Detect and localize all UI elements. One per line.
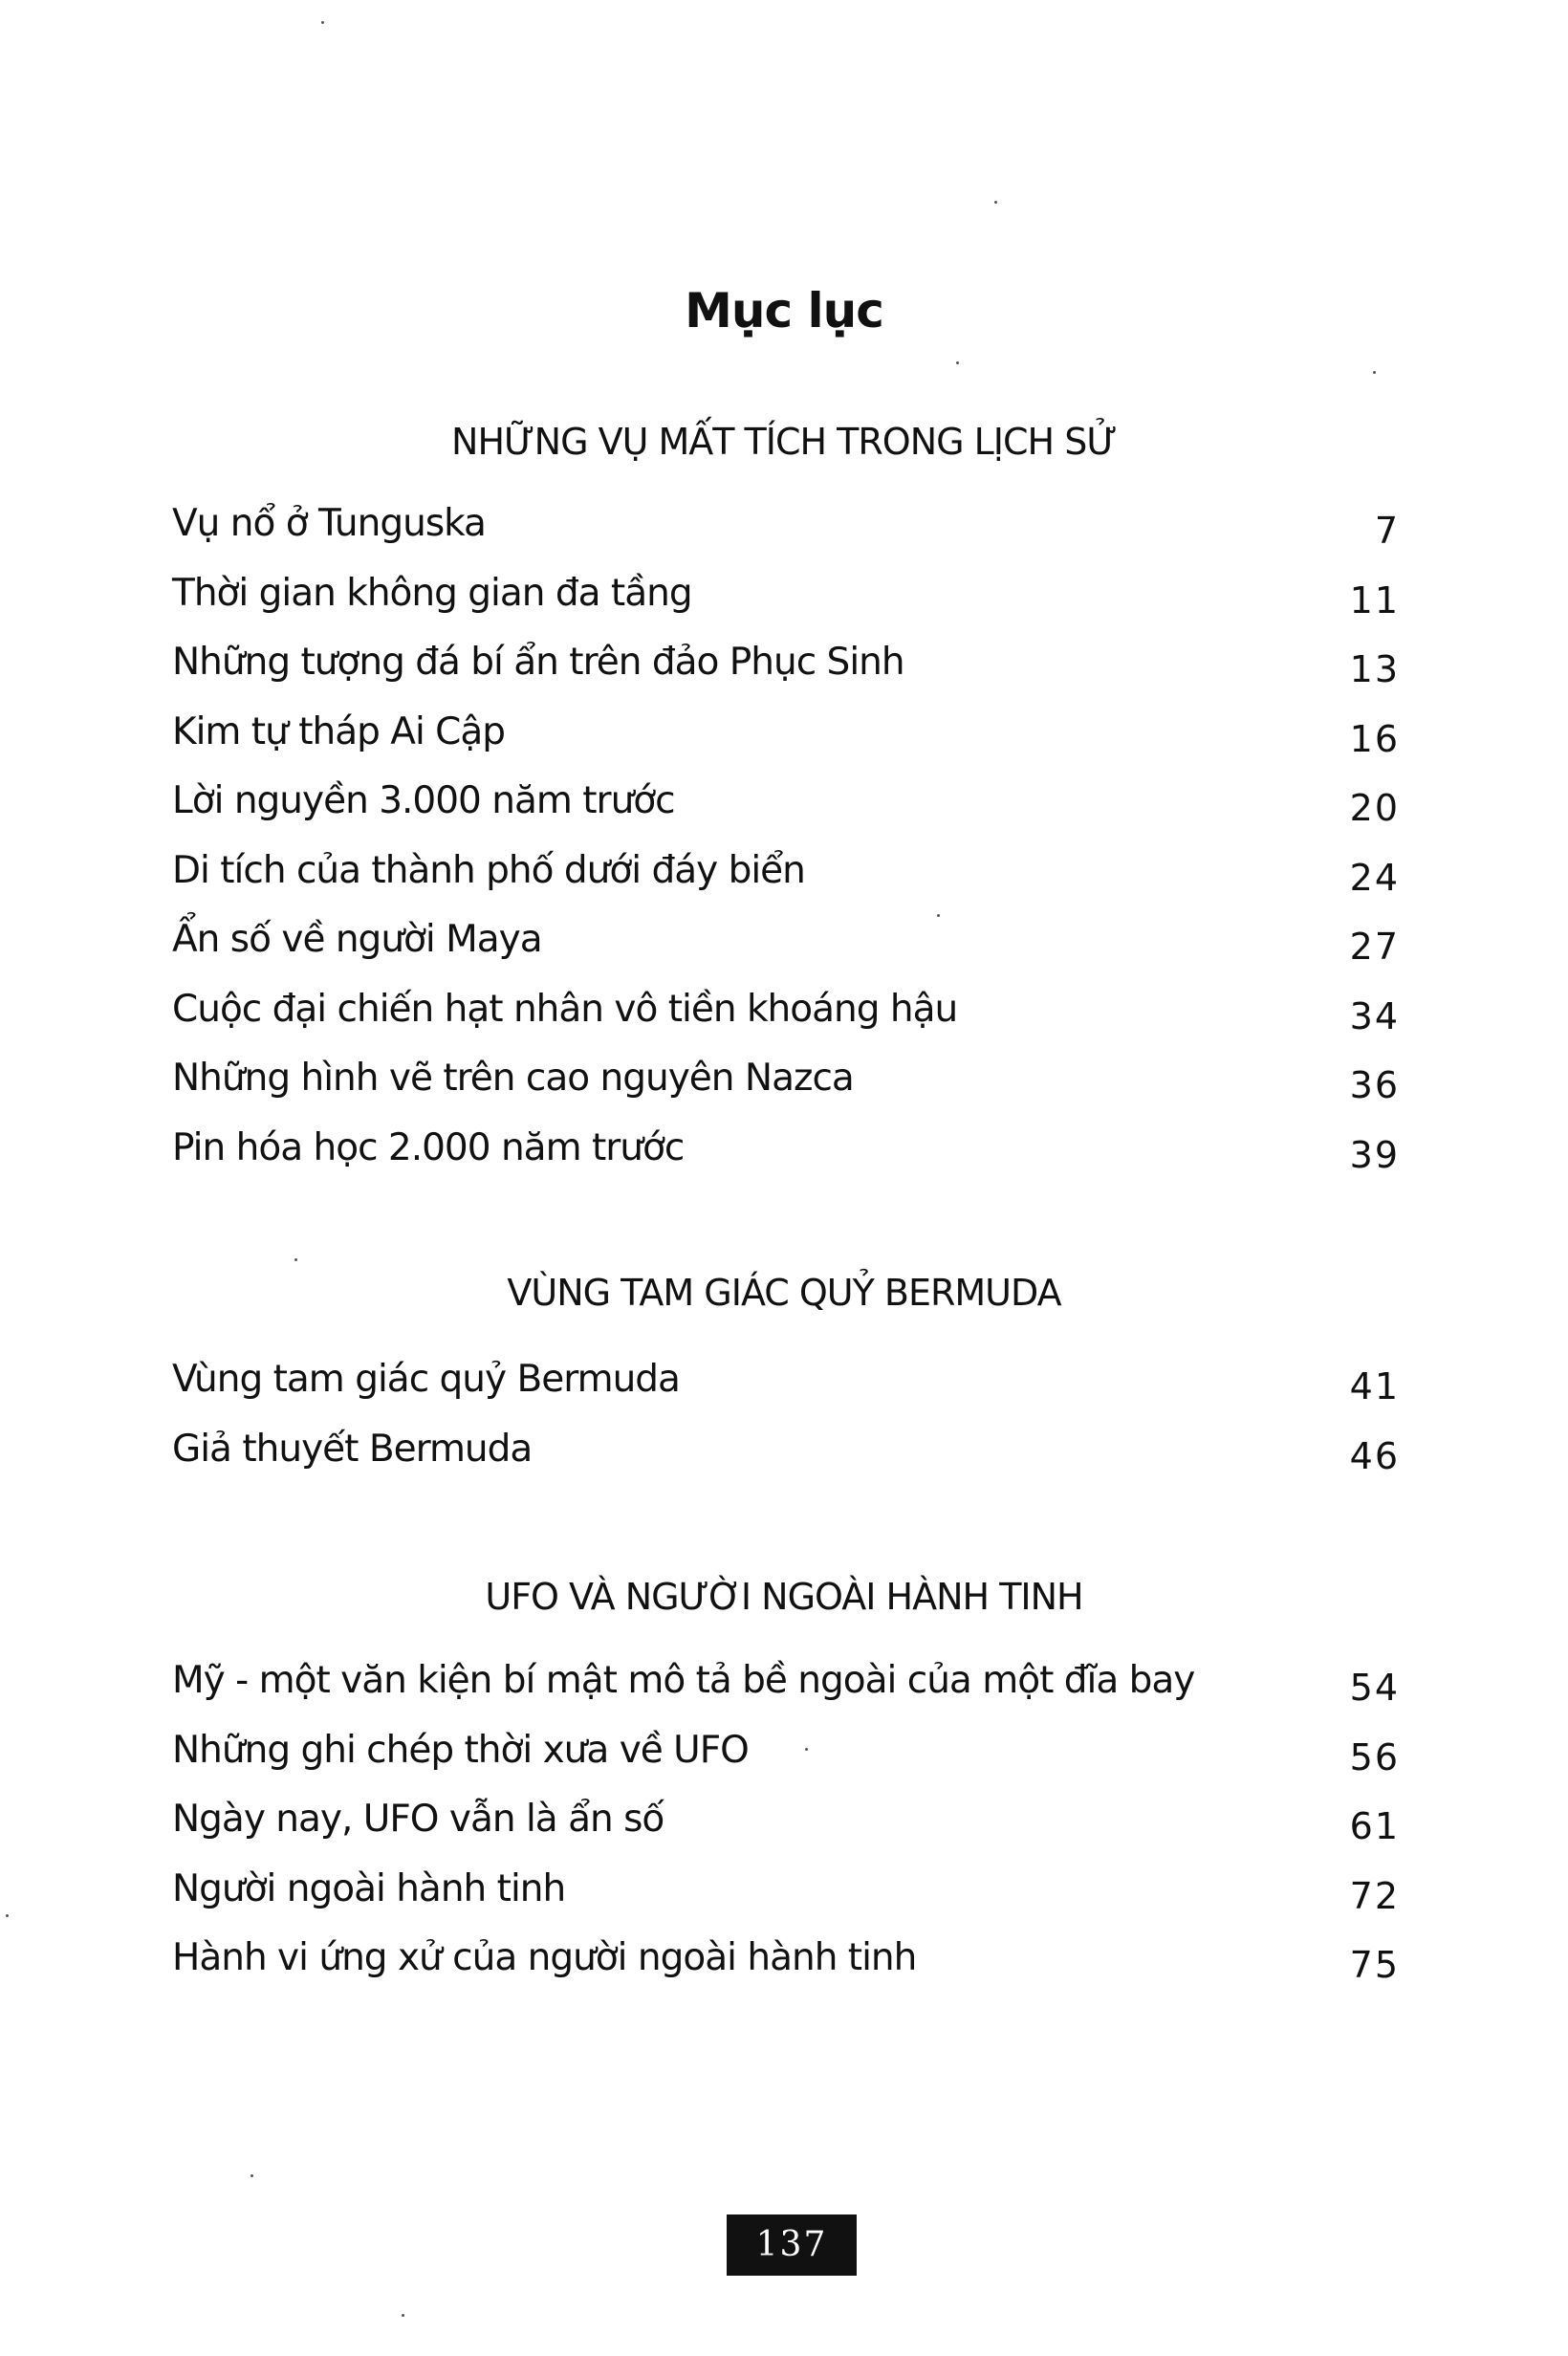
toc-entry <box>172 1126 1415 1196</box>
toc-list-section-1 <box>172 502 1415 1195</box>
toc-entry-title: Vùng tam giác quỷ Bermuda <box>172 1358 680 1401</box>
toc-entry <box>172 1936 1415 2006</box>
toc-entry-title: Kim tự tháp Ai Cập <box>172 709 506 753</box>
toc-entry-title: Người ngoài hành tinh <box>172 1866 566 1910</box>
toc-entry-page: 16 <box>1349 717 1400 760</box>
toc-entry <box>172 1867 1415 1937</box>
scan-speck <box>994 201 997 204</box>
toc-entry-page: 36 <box>1349 1064 1400 1106</box>
toc-entry <box>172 710 1415 780</box>
toc-entry <box>172 988 1415 1058</box>
toc-entry-title: Vụ nổ ở Tunguska <box>172 502 486 545</box>
scan-speck <box>937 914 940 917</box>
page-number: 137 <box>727 2214 857 2276</box>
toc-entry-title: Những tượng đá bí ẩn trên đảo Phục Sinh <box>172 641 904 684</box>
page-title: Mục lục <box>685 282 883 338</box>
section-heading-bermuda: VÙNG TAM GIÁC QUỶ BERMUDA <box>507 1272 1061 1314</box>
toc-entry <box>172 779 1415 849</box>
toc-entry <box>172 641 1415 710</box>
toc-entry-page: 54 <box>1349 1667 1400 1709</box>
toc-entry-title: Giả thuyết Bermuda <box>172 1427 533 1471</box>
toc-entry-title: Pin hóa học 2.000 năm trước <box>172 1125 685 1169</box>
toc-entry-page: 34 <box>1349 994 1400 1037</box>
section-heading-lost-mysteries: NHỮNG VỤ MẤT TÍCH TRONG LỊCH SỬ <box>451 421 1117 463</box>
scan-speck <box>956 361 959 364</box>
toc-entry-page: 46 <box>1349 1434 1400 1477</box>
toc-entry <box>172 572 1415 642</box>
toc-entry-page: 72 <box>1349 1874 1400 1917</box>
toc-entry-page: 61 <box>1349 1805 1400 1847</box>
toc-entry-title: Thời gian không gian đa tầng <box>172 571 692 615</box>
toc-entry <box>172 502 1415 572</box>
toc-entry-title: Di tích của thành phố dưới đáy biển <box>172 848 805 892</box>
toc-entry-title: Mỹ - một văn kiện bí mật mô tả bề ngoài của một đĩa bay <box>172 1659 1195 1702</box>
toc-entry-page: 41 <box>1349 1365 1400 1407</box>
toc-entry <box>172 1729 1415 1799</box>
scan-speck <box>294 1258 297 1261</box>
scan-speck <box>250 2174 253 2177</box>
toc-entry-page: 75 <box>1349 1944 1400 1986</box>
toc-entry-page: 27 <box>1349 926 1400 968</box>
toc-entry-title: Cuộc đại chiến hạt nhân vô tiền khoáng hậu <box>172 987 958 1031</box>
toc-entry-title: Lời nguyền 3.000 năm trước <box>172 779 675 822</box>
scan-speck <box>321 21 324 24</box>
toc-entry <box>172 1428 1415 1497</box>
toc-entry-title: Những hình vẽ trên cao nguyên Nazca <box>172 1057 854 1100</box>
section-heading-ufo: UFO VÀ NGƯỜI NGOÀI HÀNH TINH <box>485 1576 1083 1618</box>
toc-entry <box>172 849 1415 919</box>
toc-entry-page: 7 <box>1374 510 1400 552</box>
toc-list-section-3 <box>172 1659 1415 2006</box>
toc-entry <box>172 1358 1415 1428</box>
scan-speck <box>1373 371 1376 374</box>
toc-entry-title: Hành vi ứng xử của người ngoài hành tinh <box>172 1936 917 1979</box>
toc-entry-page: 24 <box>1349 856 1400 899</box>
toc-entry <box>172 1659 1415 1729</box>
toc-entry <box>172 1798 1415 1867</box>
toc-entry-page: 20 <box>1349 787 1400 829</box>
toc-entry-title: Ẩn số về người Maya <box>172 918 542 961</box>
toc-entry-page: 13 <box>1349 648 1400 690</box>
scan-speck <box>402 2314 404 2317</box>
toc-entry <box>172 918 1415 988</box>
toc-entry-page: 56 <box>1349 1735 1400 1778</box>
toc-entry-page: 39 <box>1349 1133 1400 1176</box>
scan-speck <box>6 1914 9 1917</box>
toc-list-section-2 <box>172 1358 1415 1496</box>
toc-entry-page: 11 <box>1349 578 1400 622</box>
toc-entry-title: Ngày nay, UFO vẫn là ẩn số <box>172 1798 664 1841</box>
scan-speck <box>805 1748 808 1751</box>
toc-entry-title: Những ghi chép thời xưa về UFO <box>172 1728 749 1772</box>
toc-entry <box>172 1057 1415 1126</box>
